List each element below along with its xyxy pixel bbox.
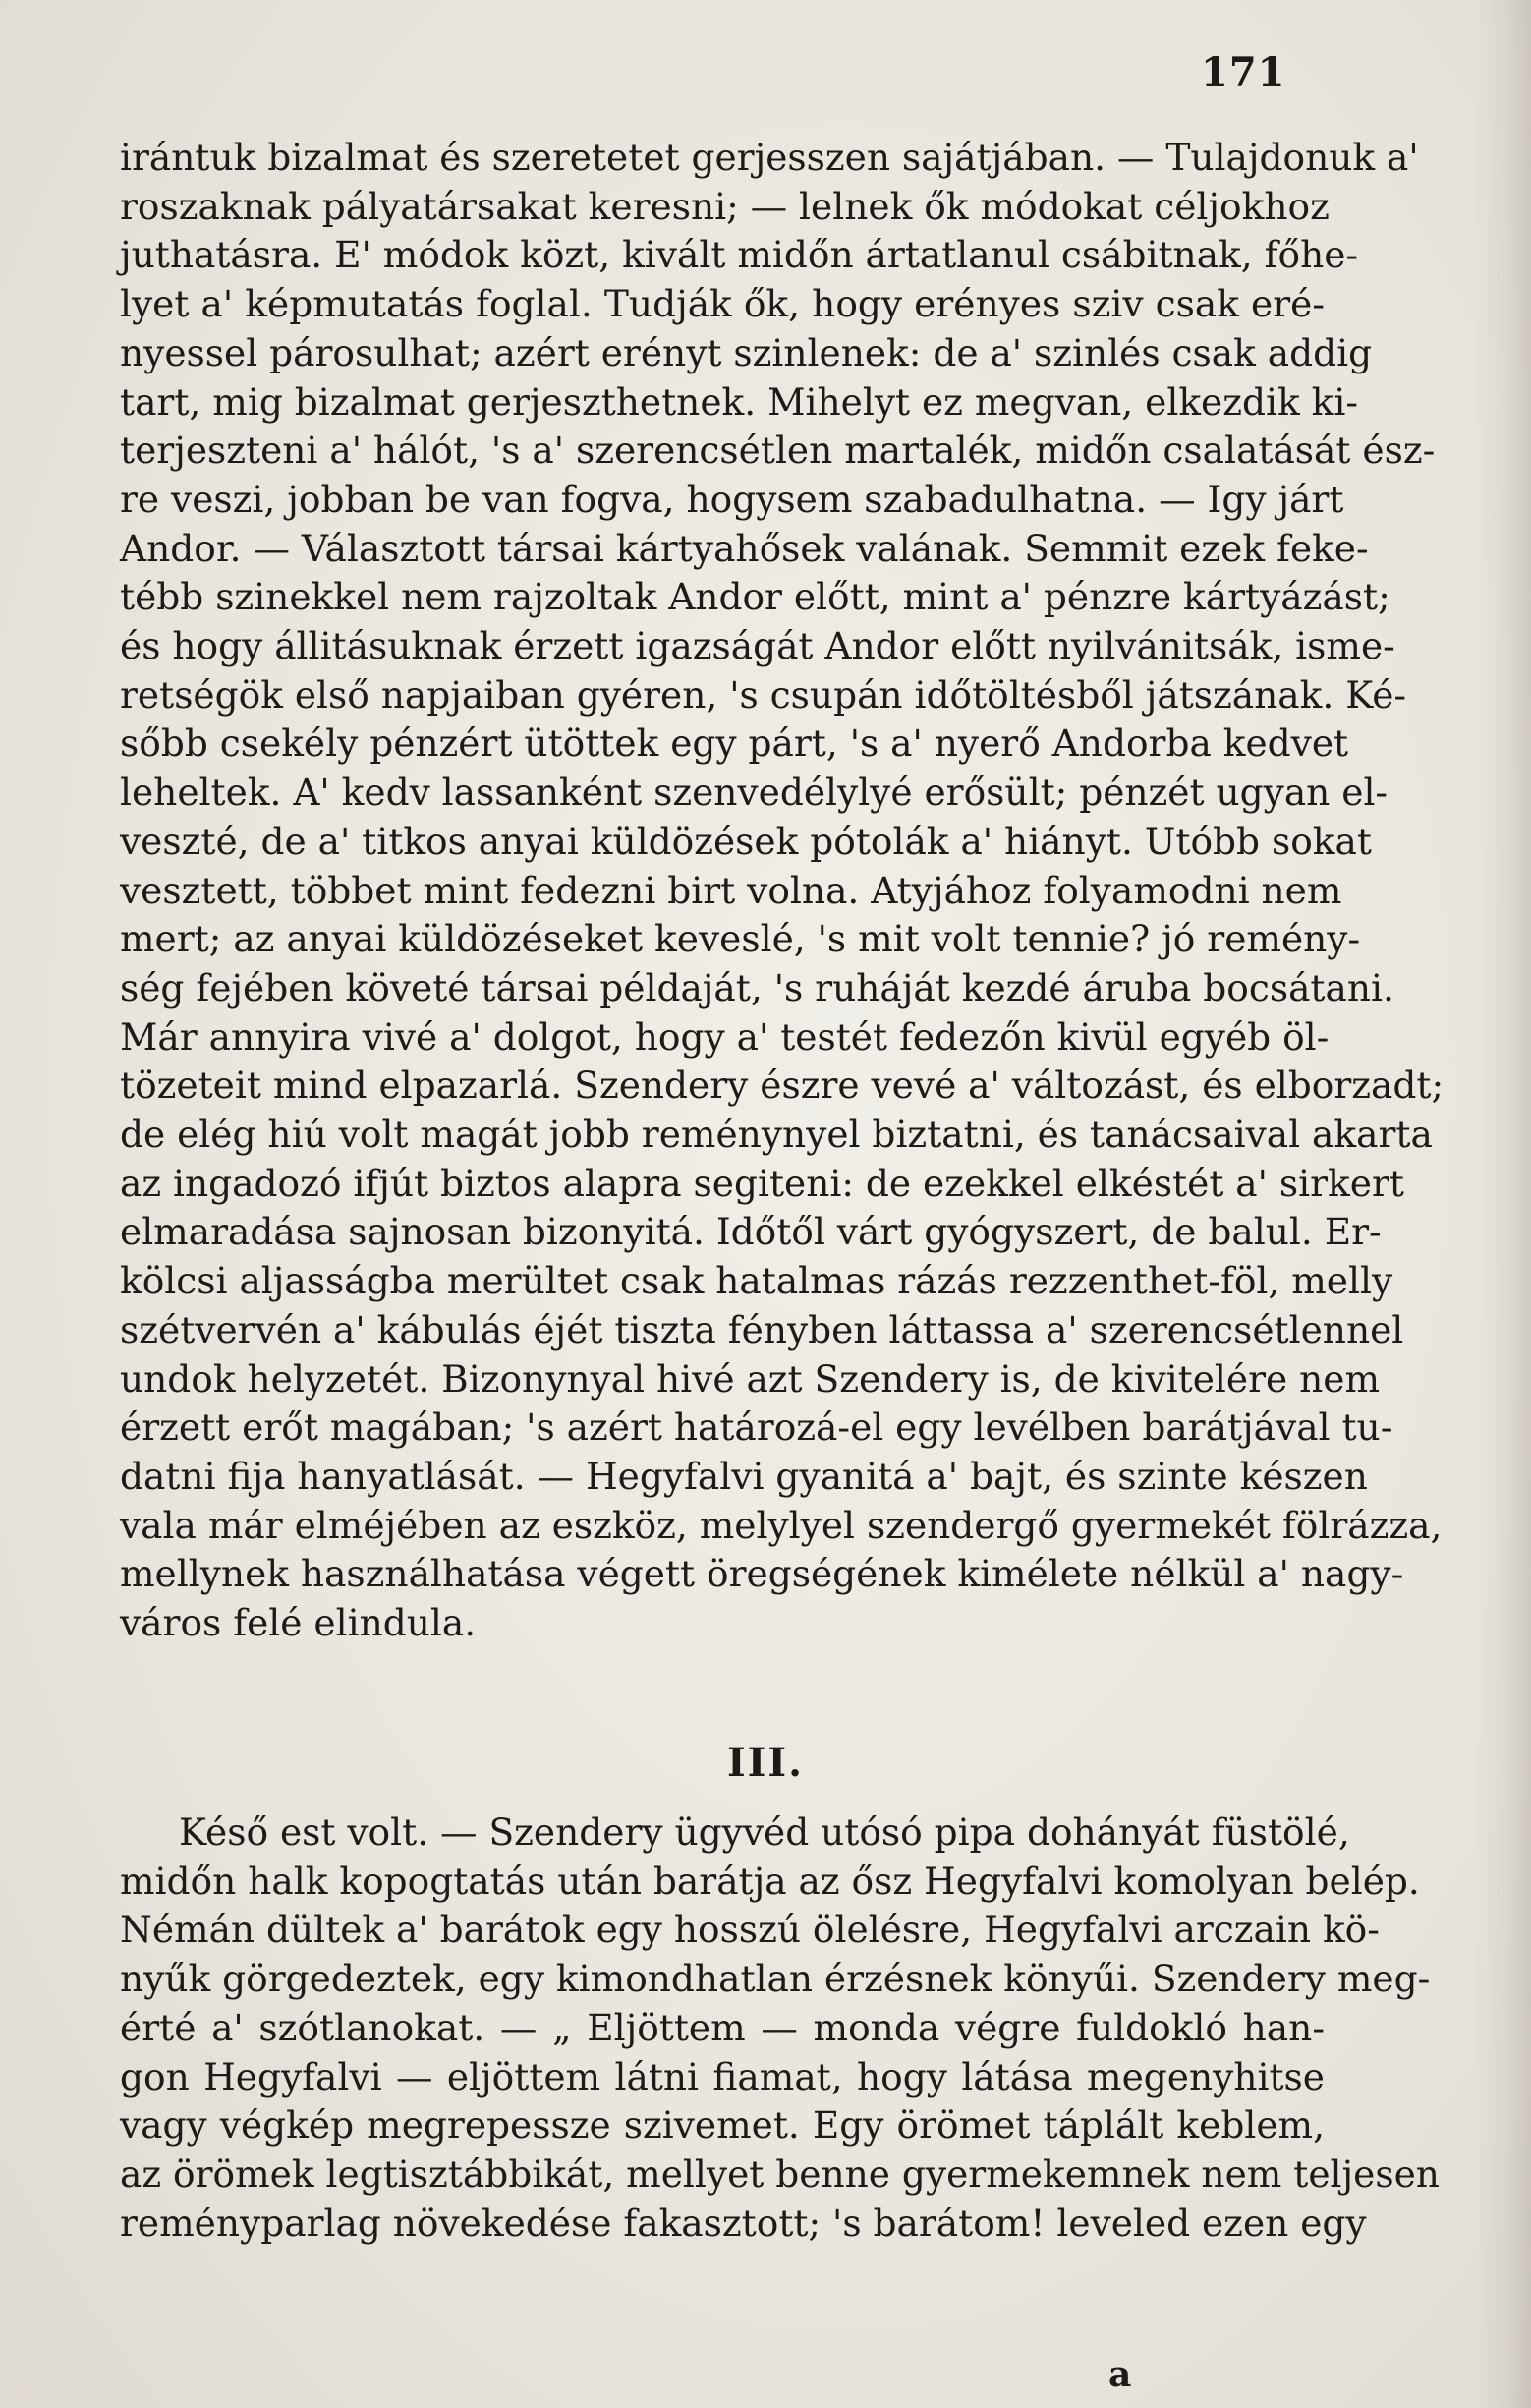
text-line: leheltek. A' kedv lassanként szenvedélylyé erősült; pénzét ugyan el- <box>120 771 1389 815</box>
text-line: datni fija hanyatlását. — Hegyfalvi gyanitá a' bajt, és szinte készen <box>120 1454 1368 1498</box>
text-line: retségök első napjaiban gyéren, 's csupán időtöltésből játszának. Ké- <box>120 672 1407 717</box>
text-line: irántuk bizalmat és szeretetet gerjesszen sajátjában. — Tulajdonuk a' <box>120 136 1419 179</box>
text-line: Némán dültek a' barátok egy hosszú ölelésre, Hegyfalvi arczain kö- <box>120 1908 1380 1952</box>
text-line: de elég hiú volt magát jobb reménynyel biztatni, és tanácsaival akarta <box>120 1113 1433 1157</box>
text-line: gon Hegyfalvi — eljöttem látni fiamat, hogy látása megenyhitse <box>120 2054 1325 2098</box>
text-line: terjeszteni a' hálót, 's a' szerencsétlen martalék, midőn csalatását ész- <box>120 429 1436 473</box>
text-line: vala már elméjében az eszköz, melylyel szendergő gyermekét fölrázza, <box>120 1503 1443 1547</box>
text-line: elmaradása sajnosan bizonyitá. Időtől várt gyógyszert, de balul. Er- <box>120 1210 1382 1254</box>
text-line: nyessel párosulhat; azért erényt szinlenek: de a' szinlés csak addig <box>120 330 1373 374</box>
text-line: nyűk görgedeztek, egy kimondhatlan érzésnek könyűi. Szendery meg- <box>120 1957 1431 2001</box>
text-line: és hogy állitásuknak érzett igazságát Andor előtt nyilvánitsák, isme- <box>120 624 1395 668</box>
text-line: tözeteit mind elpazarlá. Szendery észre vevé a' változást, és elborzadt; <box>120 1063 1445 1108</box>
text-line: Késő est volt. — Szendery ügyvéd utósó pipa dohányát füstölé, <box>179 1810 1350 1854</box>
text-line: vagy végkép megrepessze szivemet. Egy örömet táplált keblem, <box>120 2103 1325 2148</box>
text-line: Már annyira vivé a' dolgot, hogy a' testét fedezőn kivül egyéb öl- <box>120 1014 1330 1059</box>
text-line: veszté, de a' titkos anyai küldözések pótolák a' hiányt. Utóbb sokat <box>120 819 1372 863</box>
page-edge-shadow <box>1474 0 1531 2408</box>
text-line: az ingadozó ifjút biztos alapra segiteni: de ezekkel elkéstét a' sirkert <box>120 1161 1404 1205</box>
text-line: mellynek használhatása végett öregségének kimélete nélkül a' nagy- <box>120 1552 1404 1596</box>
text-line: az örömek legtisztábbikát, mellyet benne gyermekemnek nem teljesen <box>120 2151 1440 2196</box>
signature-mark: a <box>1108 2354 1132 2395</box>
section-heading: III. <box>726 1740 805 1786</box>
text-line: kölcsi aljasságba merültet csak hatalmas rázás rezzenthet-föl, melly <box>120 1259 1393 1303</box>
text-line: város felé elindula. <box>120 1601 477 1645</box>
text-line: mert; az anyai küldözéseket keveslé, 's mit volt tennie? jó remény- <box>120 917 1361 961</box>
text-line: reményparlag növekedése fakasztott; 's barátom! leveled ezen egy <box>120 2201 1367 2245</box>
text-line: midőn halk kopogtatás után barátja az ősz Hegyfalvi komolyan belép. <box>120 1859 1420 1903</box>
text-line: roszaknak pályatársakat keresni; — lelnek ők módokat céljokhoz <box>120 184 1330 228</box>
text-line: tart, mig bizalmat gerjeszthetnek. Mihelyt ez megvan, elkezdik ki- <box>120 379 1359 424</box>
text-line: lyet a' képmutatás foglal. Tudják ők, hogy erényes sziv csak eré- <box>120 282 1325 326</box>
page-number: 171 <box>1201 49 1286 95</box>
text-line: ség fejében követé társai példaját, 's ruháját kezdé áruba bocsátani. <box>120 965 1394 1009</box>
text-line: vesztett, többet mint fedezni birt volna. Atyjához folyamodni nem <box>120 868 1342 912</box>
text-line: szétvervén a' kábulás éjét tiszta fényben láttassa a' szerencsétlennel <box>120 1307 1404 1351</box>
text-line: érzett erőt magában; 's azért határozá-el egy levélben barátjával tu- <box>120 1405 1393 1450</box>
text-line: sőbb csekély pénzért ütöttek egy párt, 's a' nyerő Andorba kedvet <box>120 721 1349 766</box>
text-line: re veszi, jobban be van fogva, hogysem szabadulhatna. — Igy járt <box>120 477 1344 521</box>
text-line: érté a' szótlanokat. — „ Eljöttem — monda végre fuldokló han- <box>120 2005 1325 2049</box>
text-line: juthatásra. E' módok közt, kivált midőn ártatlanul csábitnak, főhe- <box>120 233 1359 277</box>
text-line: tébb szinekkel nem rajzoltak Andor előtt, mint a' pénzre kártyázást; <box>120 575 1390 619</box>
paragraph-1 <box>120 134 1445 1648</box>
text-line: Andor. — Választott társai kártyahősek valának. Semmit ezek feke- <box>120 526 1369 570</box>
paragraph-2 <box>120 1808 1440 2248</box>
text-line: undok helyzetét. Bizonynyal hivé azt Szendery is, de kivitelére nem <box>120 1356 1381 1401</box>
